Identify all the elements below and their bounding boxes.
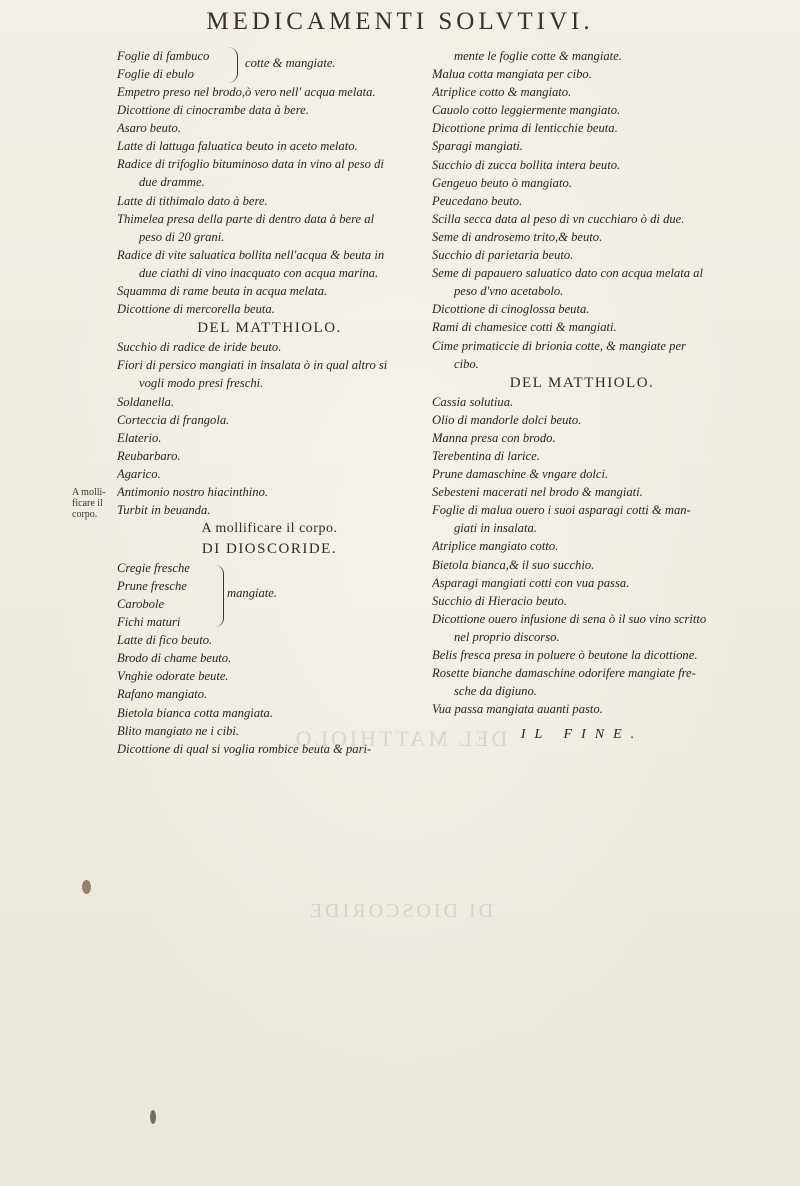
text-line: Foglie di malua ouero i suoi asparagi cotti & man- (432, 503, 691, 518)
text-line: Dicottione di cinoglossa beuta. (432, 302, 590, 317)
brace-item: Carobole (117, 597, 165, 612)
text-line: Cauolo cotto leggiermente mangiato. (432, 103, 621, 118)
right-column (432, 47, 732, 746)
brace-label: mangiate. (227, 586, 278, 601)
text-line: vogli modo presi freschi. (139, 376, 264, 391)
text-line: Terebentina di larice. (432, 448, 540, 463)
text-line: Antimonio nostro hiacinthino. (117, 484, 269, 499)
brace-group-bottom (117, 559, 422, 631)
brace-item: Prune fresche (117, 579, 187, 594)
brace-item: Foglie di fambuco (117, 49, 210, 63)
bleed-through-heading: DEL MATTHIOLO (292, 726, 508, 751)
text-line: Scilla secca data al peso di vn cucchiaro ò di due. (432, 211, 685, 226)
text-line: Thimelea presa della parte di dentro data à bere al (117, 211, 375, 226)
text-line: Malua cotta mangiata per cibo. (432, 67, 592, 82)
text-line: sche da digiuno. (454, 684, 537, 699)
text-line: Rosette bianche damaschine odorifere mangiate fre- (432, 666, 696, 681)
text-line: peso d'vno acetabolo. (454, 284, 564, 299)
brace-mark (227, 47, 238, 83)
text-line: Dicottione ouero infusione di sena ò il suo vino scritto (432, 611, 707, 626)
text-line: Soldanella. (117, 394, 175, 409)
ink-stain (150, 1110, 156, 1124)
text-line: Succhio di zucca bollita intera beuto. (432, 157, 621, 172)
text-line: due dramme. (139, 175, 205, 190)
text-line: Latte di lattuga faluatica beuto in aceto melato. (117, 139, 358, 154)
text-line: Sebesteni macerati nel brodo & mangiati. (432, 485, 643, 500)
section-heading: A mollificare il corpo. (201, 521, 338, 537)
text-line: Succhio di parietaria beuto. (432, 248, 574, 263)
text-line: Atriplice cotto & mangiato. (432, 85, 572, 100)
page-title: MEDICAMENTI SOLVTIVI. (206, 8, 594, 35)
brace-label: cotte & mangiate. (245, 56, 336, 70)
text-line: Bietola bianca,& il suo succhio. (432, 557, 595, 572)
text-line: Succhio di Hieracio beuto. (432, 593, 568, 608)
text-line: Atriplice mangiato cotto. (432, 539, 559, 554)
text-line: Vnghie odorate beute. (117, 669, 229, 684)
text-line: Rafano mangiato. (117, 687, 208, 702)
text-line: Dicottione prima di lenticchie beuta. (432, 121, 618, 136)
text-line: cibo. (454, 356, 479, 371)
text-line: Seme di androsemo trito,& beuto. (432, 229, 603, 244)
text-line: Agarico. (117, 466, 161, 481)
text-line: Vua passa mangiata auanti pasto. (432, 702, 603, 717)
text-line: Radice di vite saluatica bollita nell'acqua & beuta in (117, 247, 385, 262)
text-line: Belis fresca presa in poluere ò beutone la dicottione. (432, 648, 698, 662)
text-line: Dicottione di cinocrambe data à bere. (117, 103, 309, 118)
text-line: Asaro beuto. (117, 121, 181, 136)
brace-item: Fichi maturi (117, 615, 181, 630)
text-line: nel proprio discorso. (454, 629, 560, 644)
text-line: Radice di trifoglio bituminoso data in vino al peso di (117, 157, 384, 172)
text-line: Asparagi mangiati cotti con vua passa. (432, 575, 630, 590)
brace-group-top (117, 47, 422, 83)
text-line: peso di 20 grani. (139, 229, 225, 244)
text-line: Latte di tithimalo dato à bere. (117, 193, 268, 208)
text-line: Bietola bianca cotta mangiata. (117, 705, 274, 720)
text-line: Dicottione di qual si voglia rombice beuta & pari- (117, 741, 372, 756)
margin-note: A molli- ficare il corpo. (72, 487, 106, 520)
text-line: Dicottione di mercorella beuta. (117, 302, 275, 317)
text-line: Latte di fico beuto. (117, 633, 213, 648)
left-column (117, 47, 422, 758)
text-line: Rami di chamesice cotti & mangiati. (432, 320, 617, 335)
text-line: Brodo di chame beuto. (117, 651, 232, 666)
section-heading: DI DIOSCORIDE. (201, 541, 338, 558)
text-line: Empetro preso nel brodo,ò vero nell' acqua melata. (117, 85, 376, 99)
text-line: Peucedano beuto. (432, 193, 523, 208)
colophon-finis: IL FINE. (520, 727, 644, 743)
text-line: Corteccia di frangola. (117, 412, 230, 427)
text-line: Prune damaschine & vngare dolci. (432, 467, 609, 482)
text-line: Fiori di persico mangiati in insalata ò in qual altro si (117, 358, 388, 373)
text-line: mente le foglie cotte & mangiate. (454, 49, 622, 63)
text-line: Reubarbaro. (117, 448, 181, 463)
brace-item: Cregie fresche (117, 561, 190, 576)
section-heading: DEL MATTHIOLO. (509, 374, 655, 391)
text-line: Seme di papauero saluatico dato con acqua melata al (432, 266, 703, 281)
text-line: Olio di mandorle dolci beuto. (432, 412, 582, 427)
text-line: Succhio di radice de iride beuto. (117, 340, 282, 355)
text-line: due ciathi di vino inacquato con acqua marina. (139, 265, 379, 280)
brace-item: Foglie di ebulo (117, 67, 194, 81)
ink-stain (82, 880, 91, 894)
text-line: Squamma di rame beuta in acqua melata. (117, 284, 328, 299)
text-line: Turbit in beuanda. (117, 503, 211, 518)
section-heading: DEL MATTHIOLO. (197, 320, 342, 337)
text-line: Gengeuo beuto ò mangiato. (432, 175, 572, 190)
text-line: giati in insalata. (454, 521, 537, 536)
text-line: Cime primaticcie di brionia cotte, & mangiate per (432, 338, 686, 353)
text-line: Elaterio. (117, 430, 162, 445)
text-line: Sparagi mangiati. (432, 139, 523, 154)
text-line: Manna presa con brodo. (432, 430, 556, 445)
text-line: Blito mangiato ne i cibi. (117, 723, 240, 738)
brace-mark (215, 565, 224, 627)
bleed-through-heading-2: DI DIOSCORIDE (306, 900, 494, 922)
text-line: Cassia solutiua. (432, 394, 514, 409)
